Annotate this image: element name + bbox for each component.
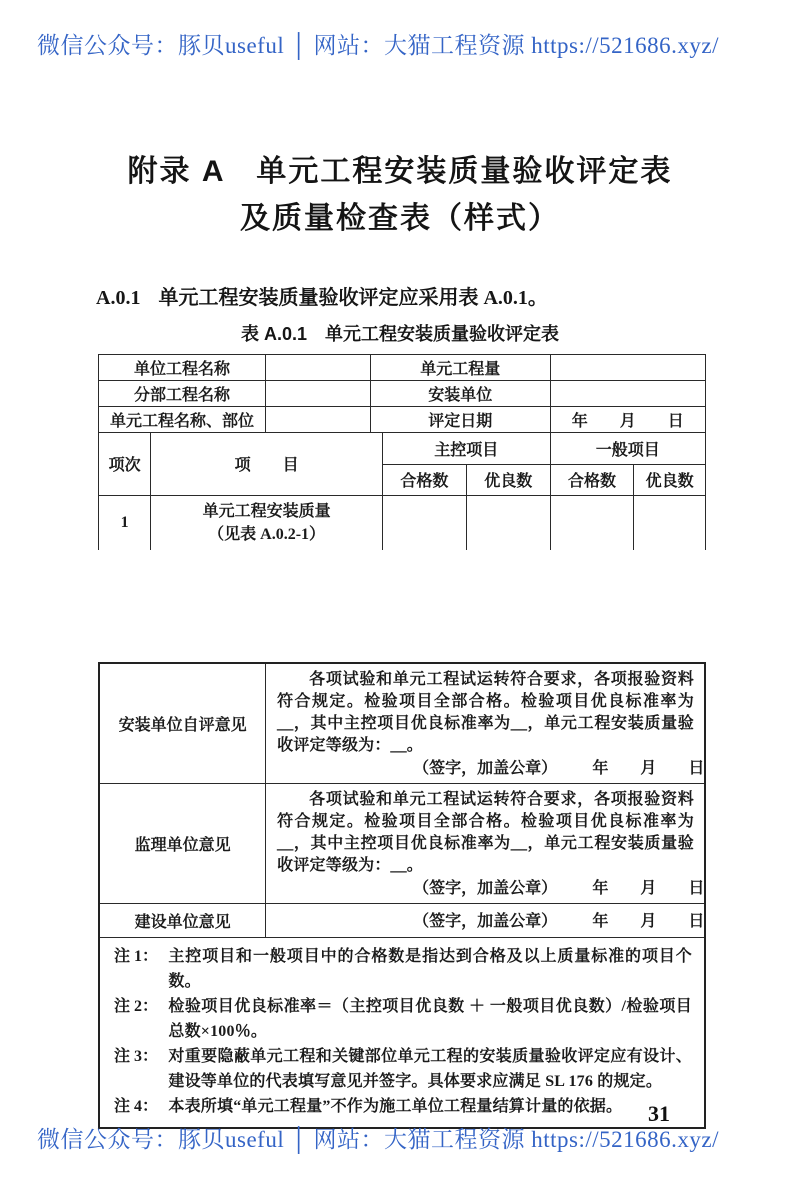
info-label: 单元工程名称、部位	[99, 407, 266, 433]
note-label: 注 4：	[114, 1098, 159, 1115]
row-item	[151, 495, 383, 550]
signature-line	[277, 877, 705, 901]
row-index: 1	[99, 495, 151, 550]
page-title-line1: 附录 A 单元工程安装质量验收评定表	[127, 155, 673, 188]
header-item: 项 目	[151, 433, 383, 495]
info-value-blank	[550, 355, 705, 381]
clause-a01	[96, 281, 716, 310]
note-item	[114, 1094, 692, 1119]
opinion-text: 各项试验和单元工程试运转符合要求，各项报验资料符合规定。检验项目全部合格。检验项目优良标准率为＿，其中主控项目优良标准率为＿，单元工程安装质量验收评定等级为：＿。	[277, 671, 694, 754]
opinion-label: 监理单位意见	[99, 784, 266, 904]
note-label: 注 1：	[114, 948, 159, 965]
signature-label: （签字，加盖公章）	[413, 760, 558, 777]
signature-label: （签字，加盖公章）	[413, 913, 558, 930]
page-number: 31	[648, 1101, 670, 1126]
count-cell-blank	[550, 495, 634, 550]
signature-date: 年 月 日	[592, 913, 705, 930]
header-group-general: 一般项目	[550, 433, 705, 464]
table-row-installer-opinion	[99, 663, 705, 784]
table-row-notes	[99, 938, 705, 1129]
note-label: 注 3：	[114, 1048, 159, 1065]
signature-label: （签字，加盖公章）	[413, 880, 558, 897]
note-text: 本表所填“单元工程量”不作为施工单位工程量结算计量的依据。	[168, 1098, 623, 1115]
footer-watermark: 微信公众号：豚贝useful │ 网站：大猫工程资源 https://521686.xyz/	[37, 1127, 720, 1152]
opinion-label: 安装单位自评意见	[99, 663, 266, 784]
header-group-main: 主控项目	[383, 433, 551, 464]
subheader-qualified: 合格数	[550, 464, 634, 495]
note-item	[114, 1044, 692, 1094]
info-label: 单元工程量	[370, 355, 550, 381]
project-info-grid	[98, 354, 706, 433]
opinion-content	[266, 663, 705, 784]
table-row-owner-opinion	[99, 904, 705, 938]
table-caption: 表 A.0.1 单元工程安装质量验收评定表	[240, 324, 560, 344]
header-watermark: 微信公众号：豚贝useful │ 网站：大猫工程资源 https://521686.xyz/	[37, 33, 720, 58]
info-value-date: 年 月 日	[550, 407, 705, 433]
info-label: 评定日期	[370, 407, 550, 433]
note-item	[114, 944, 692, 994]
note-text: 主控项目和一般项目中的合格数是指达到合格及以上质量标准的项目个数。	[168, 948, 692, 990]
opinion-content	[266, 784, 705, 904]
clause-number: A.0.1	[96, 287, 141, 309]
notes-cell	[99, 938, 705, 1129]
count-cell-blank	[466, 495, 550, 550]
opinion-text: 各项试验和单元工程试运转符合要求，各项报验资料符合规定。检验项目全部合格。检验项目优良标准率为＿，其中主控项目优良标准率为＿，单元工程安装质量验收评定等级为：＿。	[277, 791, 694, 874]
clause-text: 单元工程安装质量验收评定应采用表 A.0.1。	[158, 287, 548, 309]
signature-line	[277, 757, 705, 781]
note-text: 检验项目优良标准率＝（主控项目优良数 ＋ 一般项目优良数）/检验项目总数×100％。	[168, 998, 692, 1040]
note-text: 对重要隐蔽单元工程和关键部位单元工程的安装质量验收评定应有设计、建设等单位的代表填写意见并签字。具体要求应满足 SL 176 的规定。	[168, 1048, 692, 1090]
signature-line	[277, 910, 705, 934]
table-row	[99, 407, 706, 433]
subheader-excellent: 优良数	[634, 464, 706, 495]
evaluation-table-bottom	[98, 662, 706, 1129]
info-value-blank	[265, 355, 370, 381]
info-value-blank	[265, 381, 370, 407]
page-title	[0, 148, 800, 242]
info-value-blank	[550, 381, 705, 407]
opinion-label: 建设单位意见	[99, 904, 266, 938]
note-item	[114, 994, 692, 1044]
signature-date: 年 月 日	[592, 760, 705, 777]
table-row-supervisor-opinion	[99, 784, 705, 904]
count-cell-blank	[634, 495, 706, 550]
page-title-line2: 及质量检查表（样式）	[240, 202, 560, 235]
opinion-content	[266, 904, 705, 938]
opinions-grid	[98, 662, 706, 1129]
items-grid	[98, 433, 706, 550]
table-row	[99, 355, 706, 381]
subheader-excellent: 优良数	[466, 464, 550, 495]
table-row	[99, 495, 706, 550]
signature-date: 年 月 日	[592, 880, 705, 897]
row-item-line1: 单元工程安装质量	[202, 502, 331, 520]
table-header-row	[99, 433, 706, 464]
note-label: 注 2：	[114, 998, 159, 1015]
count-cell-blank	[383, 495, 467, 550]
info-label: 安装单位	[370, 381, 550, 407]
info-label: 分部工程名称	[99, 381, 266, 407]
evaluation-table-top	[98, 354, 706, 550]
table-row	[99, 381, 706, 407]
header-index: 项次	[99, 433, 151, 495]
subheader-qualified: 合格数	[383, 464, 467, 495]
row-item-line2: （见表 A.0.2-1）	[208, 525, 326, 543]
info-value-blank	[265, 407, 370, 433]
info-label: 单位工程名称	[99, 355, 266, 381]
